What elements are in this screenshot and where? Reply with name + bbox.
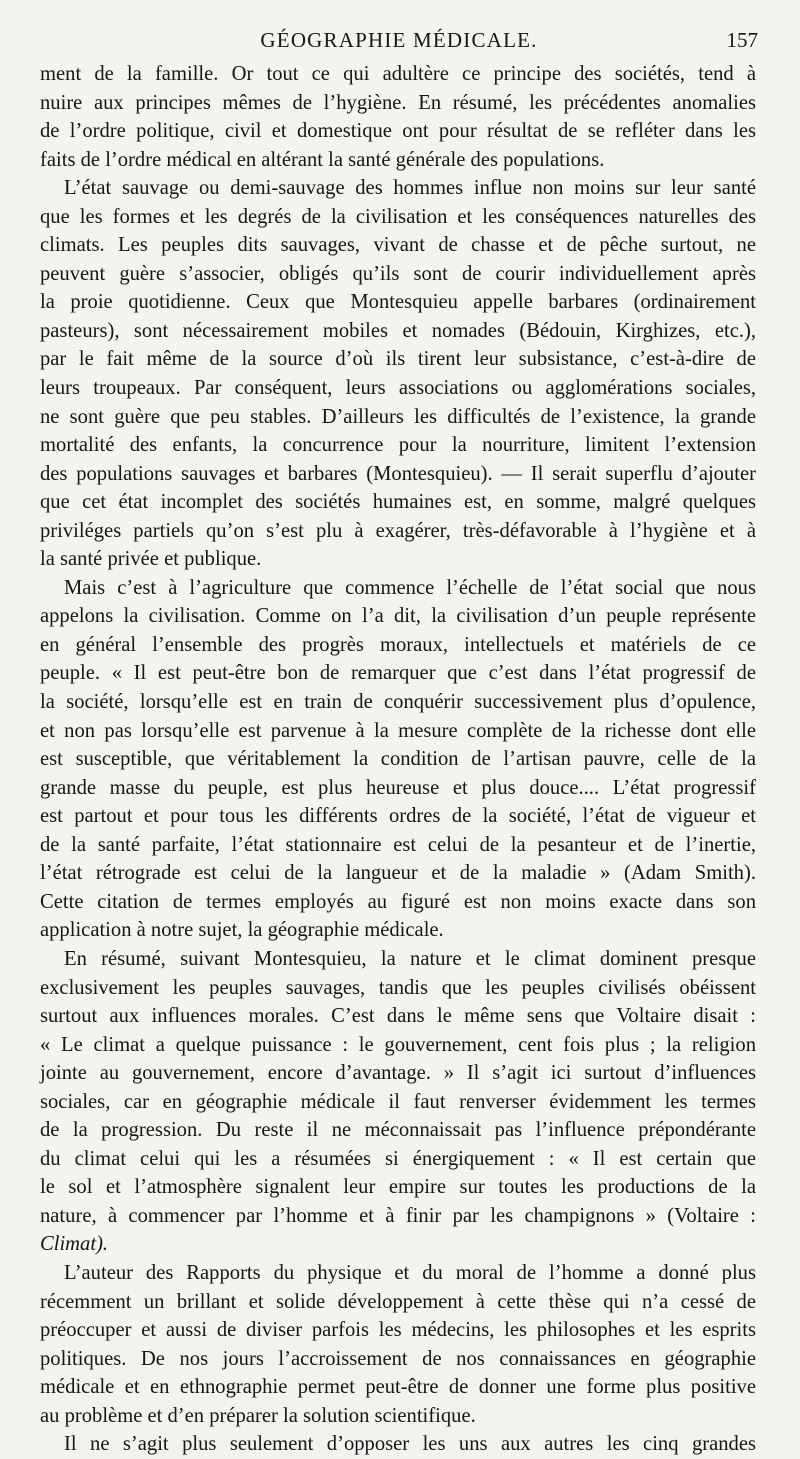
text-line: de la santé parfaite, l’état stationnaire est celui de la pesanteur et de l’inertie,	[40, 833, 756, 856]
page-number: 157	[726, 28, 758, 52]
text-line: sociales, car en géographie médicale il faut renverser évidemment les termes	[40, 1090, 756, 1113]
text-line: mortalité des enfants, la concurrence pour la nourriture, limitent l’extension	[40, 434, 756, 457]
text-line: leurs troupeaux. Par conséquent, leurs associations ou agglomérations sociales,	[40, 377, 756, 400]
text-line: Mais c’est à l’agriculture que commence l’échelle de l’état social que nous	[64, 576, 756, 599]
text-line: ment de la famille. Or tout ce qui adultère ce principe des sociétés, tend à	[40, 63, 756, 85]
text-line: l’état rétrograde est celui de la langueur et de la maladie » (Adam Smith).	[40, 862, 756, 885]
text-line: au problème et d’en préparer la solution scientifique.	[40, 1404, 476, 1427]
text-line: Cette citation de termes employés au figuré est non moins exacte dans son	[40, 890, 756, 913]
text-line: surtout aux influences morales. C’est dans le même sens que Voltaire disait :	[40, 1005, 756, 1028]
text-line: est partout et pour tous les différents ordres de la société, l’état de vigueur et	[40, 805, 756, 828]
text-line: Climat).	[40, 1233, 109, 1256]
text-line: peuvent guère s’associer, obligés qu’ils sont de courir individuellement après	[40, 262, 756, 285]
text-line: de l’ordre politique, civil et domestique ont pour résultat de se refléter dans les	[40, 120, 756, 143]
text-line: la santé privée et publique.	[40, 548, 262, 571]
text-line: le sol et l’atmosphère signalent leur empire sur toutes les productions de la	[40, 1176, 756, 1199]
body-text	[40, 60, 756, 1459]
text-line: du climat celui qui les a résumées si énergiquement : « Il est certain que	[40, 1147, 756, 1170]
text-line: que cet état incomplet des sociétés humaines est, en somme, malgré quelques	[40, 491, 756, 514]
text-line: pasteurs), sont nécessairement mobiles et nomades (Bédouin, Kirghizes, etc.),	[40, 319, 756, 342]
text-line: et non pas lorsqu’elle est parvenue à la mesure complète de la richesse dont elle	[40, 719, 756, 742]
page-title: GÉOGRAPHIE MÉDICALE.	[260, 28, 538, 52]
text-line: nuire aux principes mêmes de l’hygiène. En résumé, les précédentes anomalies	[40, 91, 756, 114]
text-line: la proie quotidienne. Ceux que Montesquieu appelle barbares (ordinairement	[40, 291, 756, 314]
text-line: climats. Les peuples dits sauvages, vivant de chasse et de pêche surtout, ne	[40, 234, 756, 257]
text-line: des populations sauvages et barbares (Montesquieu). — Il serait superflu d’ajouter	[40, 462, 756, 485]
text-line: application à notre sujet, la géographie médicale.	[40, 919, 444, 942]
text-line: « Le climat a quelque puissance : le gouvernement, cent fois plus ; la religion	[40, 1033, 756, 1056]
text-line: nature, à commencer par l’homme et à finir par les champignons » (Voltaire :	[40, 1204, 756, 1227]
text-line: grande masse du peuple, est plus heureuse et plus douce.... L’état progressif	[40, 776, 756, 799]
text-line: appelons la civilisation. Comme on l’a dit, la civilisation d’un peuple représente	[40, 605, 756, 628]
text-line: Il ne s’agit plus seulement d’opposer les uns aux autres les cinq grandes	[64, 1433, 756, 1456]
text-line: exclusivement les peuples sauvages, tandis que les peuples civilisés obéissent	[40, 976, 756, 999]
text-line: par le fait même de la source d’où ils tirent leur subsistance, c’est-à-dire de	[40, 348, 756, 371]
running-header	[40, 28, 758, 56]
text-line: est susceptible, que véritablement la condition de l’artisan pauvre, celle de la	[40, 748, 756, 771]
text-line: faits de l’ordre médical en altérant la santé générale des populations.	[40, 148, 605, 171]
text-line: de la progression. Du reste il ne méconnaissait pas l’influence prépondérante	[40, 1119, 756, 1142]
text-line: ne sont guère que peu stables. D’ailleurs les difficultés de l’existence, la grande	[40, 405, 756, 428]
text-line: L’auteur des Rapports du physique et du moral de l’homme a donné plus	[64, 1261, 756, 1284]
text-line: priviléges partiels qu’on s’est plu à exagérer, très-défavorable à l’hygiène et à	[40, 519, 756, 542]
text-line: politiques. De nos jours l’accroissement de nos connaissances en géographie	[40, 1347, 756, 1370]
text-line: récemment un brillant et solide développement à cette thèse qui n’a cessé de	[40, 1290, 756, 1313]
text-line: L’état sauvage ou demi-sauvage des hommes influe non moins sur leur santé	[64, 177, 756, 200]
text-line: peuple. « Il est peut-être bon de remarquer que c’est dans l’état progressif de	[40, 662, 756, 685]
text-line: médicale et en ethnographie permet peut-être de donner une forme plus positive	[40, 1376, 756, 1399]
text-line: que les formes et les degrés de la civilisation et les conséquences naturelles des	[40, 205, 756, 228]
text-line: la société, lorsqu’elle est en train de conquérir successivement plus d’opulence,	[40, 691, 756, 714]
text-line: En résumé, suivant Montesquieu, la nature et le climat dominent presque	[64, 947, 756, 970]
text-line: préoccuper et aussi de diviser parfois les médecins, les philosophes et les esprits	[40, 1319, 756, 1342]
text-line: jointe au gouvernement, encore d’avantage. » Il s’agit ici surtout d’influences	[40, 1062, 756, 1085]
text-line: en général l’ensemble des progrès moraux, intellectuels et matériels de ce	[40, 633, 756, 656]
